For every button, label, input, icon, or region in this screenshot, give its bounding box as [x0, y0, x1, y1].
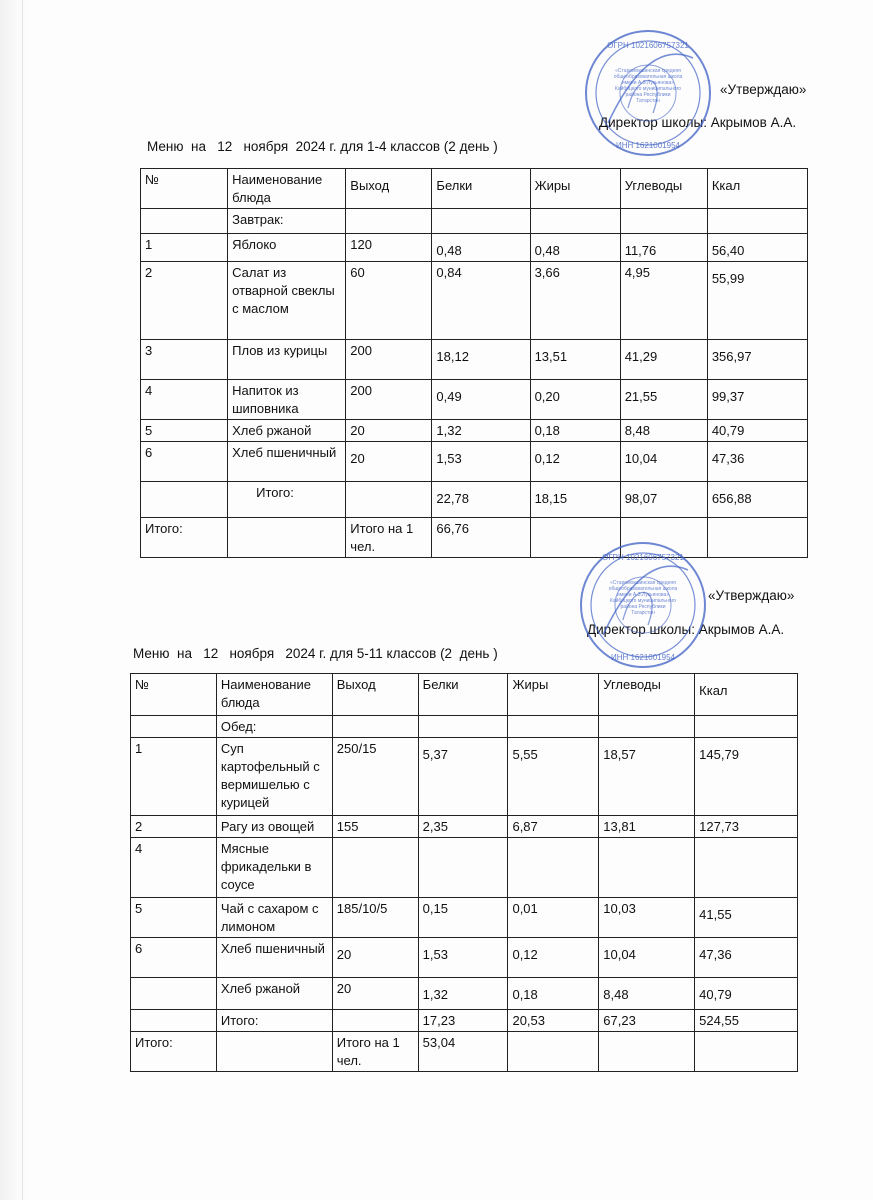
table-cell: 8,48 [620, 420, 707, 442]
table-cell: 66,76 [432, 518, 530, 558]
table-cell: Итого: [131, 1032, 217, 1072]
table-cell: Итого: [228, 482, 346, 518]
table-cell: 20 [346, 442, 432, 482]
table-cell: Итого: [216, 1010, 332, 1032]
director-label-2: Директор школы: Акрымов А.А. [587, 622, 785, 637]
table-cell: 524,55 [695, 1010, 798, 1032]
table-cell: Жиры [508, 674, 599, 716]
table-cell: Итого на 1 чел. [346, 518, 432, 558]
scan-line [22, 0, 23, 1200]
table-cell: 0,12 [508, 938, 599, 978]
table-cell: 4,95 [620, 262, 707, 340]
table-cell: 10,04 [599, 938, 695, 978]
table-cell: 22,78 [432, 482, 530, 518]
table-cell [707, 209, 807, 234]
header-carbs: Углеводы [620, 169, 707, 209]
header-yield: Выход [346, 169, 432, 209]
table-cell: 47,36 [707, 442, 807, 482]
table-row [131, 738, 798, 816]
table-cell: Выход [332, 674, 418, 716]
table-cell: 1,32 [432, 420, 530, 442]
school-stamp [578, 540, 708, 670]
table-cell: 56,40 [707, 234, 807, 262]
table-row [131, 838, 798, 898]
table-cell: 10,04 [620, 442, 707, 482]
stamp-graphic [578, 540, 708, 670]
table-cell: 40,79 [695, 978, 798, 1010]
table-row [131, 816, 798, 838]
table-cell: 200 [346, 380, 432, 420]
table-cell: 13,81 [599, 816, 695, 838]
table-cell [141, 482, 228, 518]
table-cell: Плов из курицы [228, 340, 346, 380]
table-cell: 6 [141, 442, 228, 482]
table-cell [599, 1032, 695, 1072]
table-cell: 2 [141, 262, 228, 340]
table-cell: 127,73 [695, 816, 798, 838]
table-cell: Итого: [141, 518, 228, 558]
table-cell: Суп картофельный с вермишелью с курицей [216, 738, 332, 816]
menu1-table [140, 168, 808, 558]
table-cell: 41,55 [695, 898, 798, 938]
table-cell: 98,07 [620, 482, 707, 518]
table-row [131, 938, 798, 978]
table-cell: 0,48 [432, 234, 530, 262]
table-cell [418, 716, 508, 738]
table-cell: 0,15 [418, 898, 508, 938]
table-cell [418, 838, 508, 898]
table-cell [508, 1032, 599, 1072]
table-cell: 47,36 [695, 938, 798, 978]
table-cell: 0,12 [530, 442, 620, 482]
table-cell [707, 518, 807, 558]
table-cell: Наименование блюда [216, 674, 332, 716]
table-cell [131, 978, 217, 1010]
table-cell: 2,35 [418, 816, 508, 838]
table-cell: Хлеб пшеничный [216, 938, 332, 978]
table-cell: 1 [131, 738, 217, 816]
table-cell: 53,04 [418, 1032, 508, 1072]
table-cell: 20 [346, 420, 432, 442]
header-protein: Белки [432, 169, 530, 209]
table-cell: 4 [141, 380, 228, 420]
stamp-graphic [583, 28, 713, 158]
table-cell: 18,57 [599, 738, 695, 816]
table-cell: 5,55 [508, 738, 599, 816]
table-cell: 3,66 [530, 262, 620, 340]
table-cell: 6 [131, 938, 217, 978]
table-cell: Обед: [216, 716, 332, 738]
table-cell [432, 209, 530, 234]
table-row [141, 234, 808, 262]
table-cell: Углеводы [599, 674, 695, 716]
table-cell: 17,23 [418, 1010, 508, 1032]
table-row [141, 442, 808, 482]
table-cell: 120 [346, 234, 432, 262]
table-cell: 20 [332, 978, 418, 1010]
stamp-inn: ИНН 1621001954 [610, 653, 676, 662]
table-cell: 0,49 [432, 380, 530, 420]
table-cell: 0,20 [530, 380, 620, 420]
menu2-total-row [131, 1032, 798, 1072]
table-cell: Хлеб ржаной [228, 420, 346, 442]
menu2-table [130, 673, 798, 1072]
menu2-section-row [131, 716, 798, 738]
approve-label-2: «Утверждаю» [708, 588, 795, 603]
table-cell [599, 716, 695, 738]
table-cell [216, 1032, 332, 1072]
table-cell: 55,99 [707, 262, 807, 340]
table-row [131, 898, 798, 938]
table-cell: 1,53 [418, 938, 508, 978]
table-cell: 200 [346, 340, 432, 380]
table-cell: Напиток из шиповника [228, 380, 346, 420]
table-row [141, 380, 808, 420]
table-cell [332, 838, 418, 898]
table-cell: 0,01 [508, 898, 599, 938]
header-kcal: Ккал [707, 169, 807, 209]
approve-label-1: «Утверждаю» [720, 82, 807, 97]
table-cell [332, 716, 418, 738]
scan-edge [0, 0, 28, 1200]
table-row [141, 340, 808, 380]
table-cell: Ккал [695, 674, 798, 716]
table-cell: Чай с сахаром с лимоном [216, 898, 332, 938]
table-cell: 3 [141, 340, 228, 380]
table-cell: 5 [141, 420, 228, 442]
table-cell [620, 209, 707, 234]
header-dish: Наименование блюда [228, 169, 346, 209]
table-cell [346, 482, 432, 518]
table-cell: 4 [131, 838, 217, 898]
table-cell [599, 838, 695, 898]
table-cell: 99,37 [707, 380, 807, 420]
table-cell: 185/10/5 [332, 898, 418, 938]
table-cell: 6,87 [508, 816, 599, 838]
table-cell [141, 209, 228, 234]
table-cell: 1,53 [432, 442, 530, 482]
table-cell [332, 1010, 418, 1032]
table-cell: 145,79 [695, 738, 798, 816]
table-cell: 0,48 [530, 234, 620, 262]
table-row [131, 978, 798, 1010]
table-cell [508, 838, 599, 898]
menu2-subtotal-row [131, 1010, 798, 1032]
table-cell: 1,32 [418, 978, 508, 1010]
table-cell: 20 [332, 938, 418, 978]
table-cell: 1 [141, 234, 228, 262]
menu2-title: Меню на 12 ноября 2024 г. для 5-11 классов (2 день ) [133, 646, 498, 661]
table-cell: 656,88 [707, 482, 807, 518]
table-row [141, 262, 808, 340]
table-cell [695, 716, 798, 738]
table-cell: 8,48 [599, 978, 695, 1010]
table-row [141, 420, 808, 442]
table-cell: 18,12 [432, 340, 530, 380]
school-stamp [583, 28, 713, 158]
table-cell: 18,15 [530, 482, 620, 518]
menu2-header-row [131, 674, 798, 716]
table-cell: Яблоко [228, 234, 346, 262]
stamp-center-text: «Старомокшинская средняя общеобразовательная школа имени А.З.Лукьянова» Кайбицкого муниципального района Республики Татарстан [608, 580, 678, 616]
table-cell [695, 1032, 798, 1072]
table-cell: 67,23 [599, 1010, 695, 1032]
table-cell: Хлеб пшеничный [228, 442, 346, 482]
table-cell: 5 [131, 898, 217, 938]
menu1-title: Меню на 12 ноября 2024 г. для 1-4 классов (2 день ) [147, 139, 498, 154]
table-cell: 10,03 [599, 898, 695, 938]
table-cell [131, 1010, 217, 1032]
stamp-ogrn: ОГРН 1021606757321 [602, 553, 684, 562]
table-cell: 0,84 [432, 262, 530, 340]
table-cell: Рагу из овощей [216, 816, 332, 838]
table-cell [508, 716, 599, 738]
table-cell: 2 [131, 816, 217, 838]
section-label: Завтрак: [228, 209, 346, 234]
table-cell [530, 209, 620, 234]
table-cell [346, 209, 432, 234]
director-label-1: Директор школы: Акрымов А.А. [599, 115, 797, 130]
table-cell: 21,55 [620, 380, 707, 420]
table-cell [131, 716, 217, 738]
table-cell [695, 838, 798, 898]
table-cell: 13,51 [530, 340, 620, 380]
menu1-section-row [141, 209, 808, 234]
stamp-center-text: «Старомокшинская средняя общеобразовательная школа имени А.З.Лукьянова» Кайбицкого муниципального района Республики Татарстан [613, 68, 683, 104]
menu1-subtotal-row [141, 482, 808, 518]
table-cell: Мясные фрикадельки в соусе [216, 838, 332, 898]
table-cell: Хлеб ржаной [216, 978, 332, 1010]
table-cell: 0,18 [530, 420, 620, 442]
menu1-header-row [141, 169, 808, 209]
table-cell: 0,18 [508, 978, 599, 1010]
stamp-inn: ИНН 1621001954 [615, 141, 681, 150]
table-cell: 40,79 [707, 420, 807, 442]
table-cell: 60 [346, 262, 432, 340]
table-cell: 356,97 [707, 340, 807, 380]
header-fat: Жиры [530, 169, 620, 209]
table-cell: Салат из отварной свеклы с маслом [228, 262, 346, 340]
stamp-ogrn: ОГРН 1021606757321 [607, 41, 689, 50]
table-cell: 5,37 [418, 738, 508, 816]
header-num: № [141, 169, 228, 209]
table-cell: 250/15 [332, 738, 418, 816]
table-cell [228, 518, 346, 558]
table-cell: 11,76 [620, 234, 707, 262]
table-cell: 155 [332, 816, 418, 838]
table-cell: 20,53 [508, 1010, 599, 1032]
table-cell: Итого на 1 чел. [332, 1032, 418, 1072]
table-cell: № [131, 674, 217, 716]
table-cell: 41,29 [620, 340, 707, 380]
table-cell: Белки [418, 674, 508, 716]
